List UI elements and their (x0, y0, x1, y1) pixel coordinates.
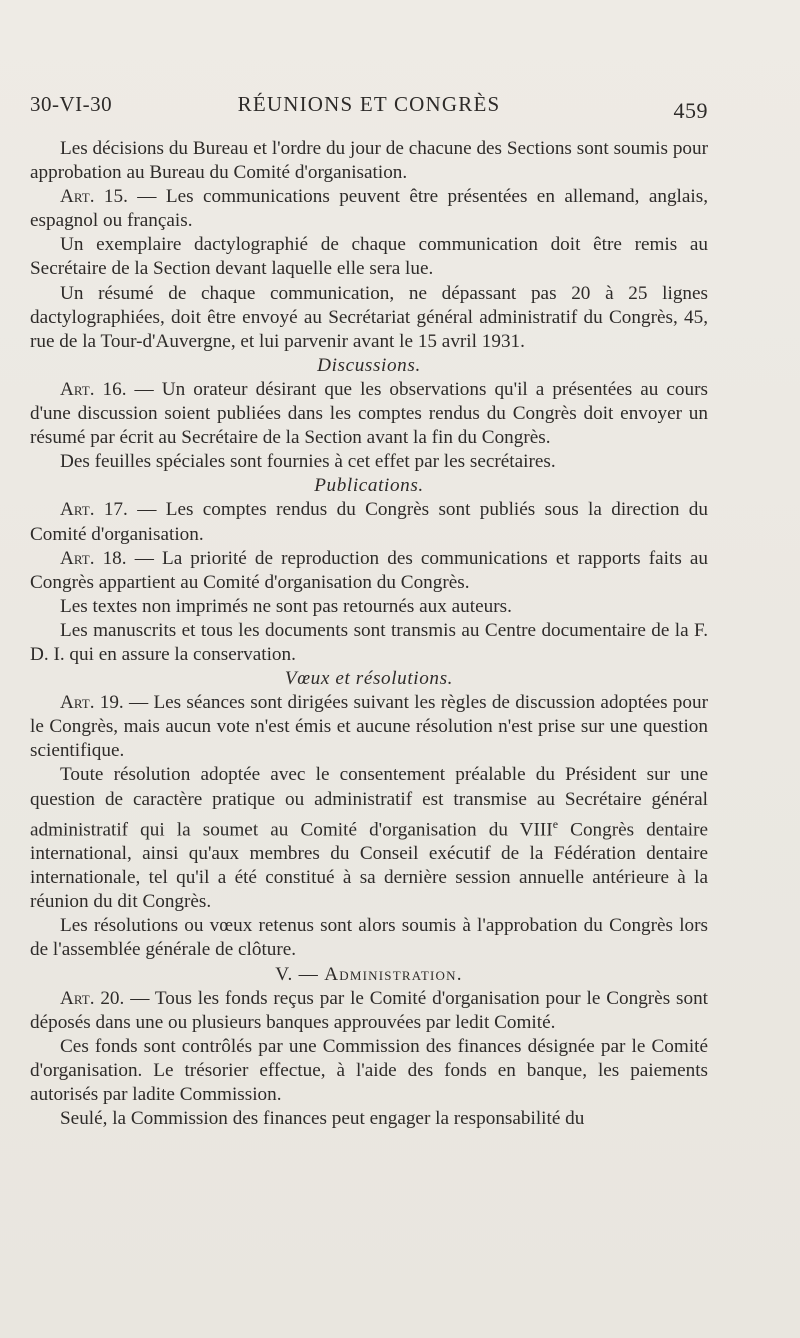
article-18 (30, 547, 708, 595)
article-text: — Un orateur désirant que les observations qu'il a présentées au cours d'une discussion soient publiées dans les comptes rendus du Congrès doit envoyer un résumé par écrit au Secrétaire de la Section avant la fin du Congrès. (30, 378, 708, 449)
heading-discussions: Discussions. (317, 354, 421, 376)
heading-voeux: Vœux et résolutions. (284, 668, 454, 690)
article-label: Art. 15. (60, 186, 128, 208)
heading-publications: Publications. (314, 475, 424, 497)
article-label: Art. 18. (60, 547, 127, 569)
body-text (30, 137, 708, 1131)
paragraph-manuscrits: Les manuscrits et tous les documents sont transmis au Centre documentaire de la F. D. I. qui en assure la conservation. (30, 619, 708, 665)
article-text: — Tous les fonds reçus par le Comité d'organisation pour le Congrès sont déposés dans une ou plusieurs banques approuvées par ledit Comité. (30, 987, 709, 1033)
article-label: Art. 19. (60, 692, 124, 714)
article-text: — Les comptes rendus du Congrès sont publiés sous la direction du Comité d'organisation. (30, 499, 708, 545)
section-number: V. — (275, 963, 319, 985)
article-text: — Les séances sont dirigées suivant les règles de discussion adoptées pour le Congrès, mais aucun vote n'est émis et aucune résolution n'est prise sur une question scientifique. (30, 692, 708, 762)
section-title: Administration. (324, 963, 463, 985)
running-header (30, 92, 708, 122)
resolution-text-part2: Congrès dentaire international, ainsi qu'aux membres du Conseil exécutif de la Fédération dentaire internationale, tel qu'il a été constitué à sa dernière session annuelle antérieure à la réunion du dit Congrès. (30, 819, 708, 913)
page-number: 459 (673, 98, 708, 123)
paragraph-fonds: Ces fonds sont contrôlés par une Commission des finances désignée par le Comité d'organisation. Le trésorier effectue, à l'aide des fonds en banque, les paiements autorisés par ladite Commission. (30, 1035, 708, 1106)
heading-administration (30, 963, 708, 987)
article-label: Art. 20. (60, 987, 125, 1009)
paragraph-seule: Seulé, la Commission des finances peut engager la responsabilité du (60, 1108, 585, 1130)
paragraph-exemplaire: Un exemplaire dactylographié de chaque communication doit être remis au Secrétaire de la Section devant laquelle elle sera lue. (30, 234, 708, 280)
paragraph-resolutions-voeux: Les résolutions ou vœux retenus sont alors soumis à l'approbation du Congrès lors de l'assemblée générale de clôture. (30, 915, 708, 961)
article-text: — La priorité de reproduction des communications et rapports faits au Congrès appartient au Comité d'organisation du Congrès. (30, 547, 708, 593)
paragraph-resume: Un résumé de chaque communication, ne dépassant pas 20 à 25 lignes dactylographiées, doit être envoyé au Secrétariat général administratif du Congrès, 45, rue de la Tour-d'Auvergne, et lui parvenir avant le 15 avril 1931. (30, 282, 708, 352)
header-title: RÉUNIONS ET CONGRÈS (237, 92, 501, 116)
header-date: 30-VI-30 (30, 92, 113, 116)
article-16 (30, 378, 708, 450)
article-15 (30, 185, 708, 233)
article-text: — Les communications peuvent être présentées en allemand, anglais, espagnol ou français. (30, 186, 708, 232)
paragraph-textes: Les textes non imprimés ne sont pas retournés aux auteurs. (60, 595, 512, 617)
article-19 (30, 691, 708, 763)
article-17 (30, 498, 708, 546)
resolution-text-part1: Toute résolution adoptée avec le consentement préalable du Président sur une question de caractère pratique ou administratif est transmise au Secrétaire général administratif qui la soumet au Comité d'organisation du VIII (30, 764, 708, 841)
paragraph-bureau-decisions: Les décisions du Bureau et l'ordre du jour de chacune des Sections sont soumis pour approbation au Bureau du Comité d'organisation. (30, 138, 708, 184)
article-label: Art. 17. (60, 499, 128, 521)
article-20 (30, 987, 708, 1035)
paragraph-toute-resolution (30, 763, 708, 914)
superscript-e: e (552, 816, 559, 831)
paragraph-feuilles: Des feuilles spéciales sont fournies à cet effet par les secrétaires. (60, 451, 556, 473)
article-label: Art. 16. (60, 378, 127, 400)
